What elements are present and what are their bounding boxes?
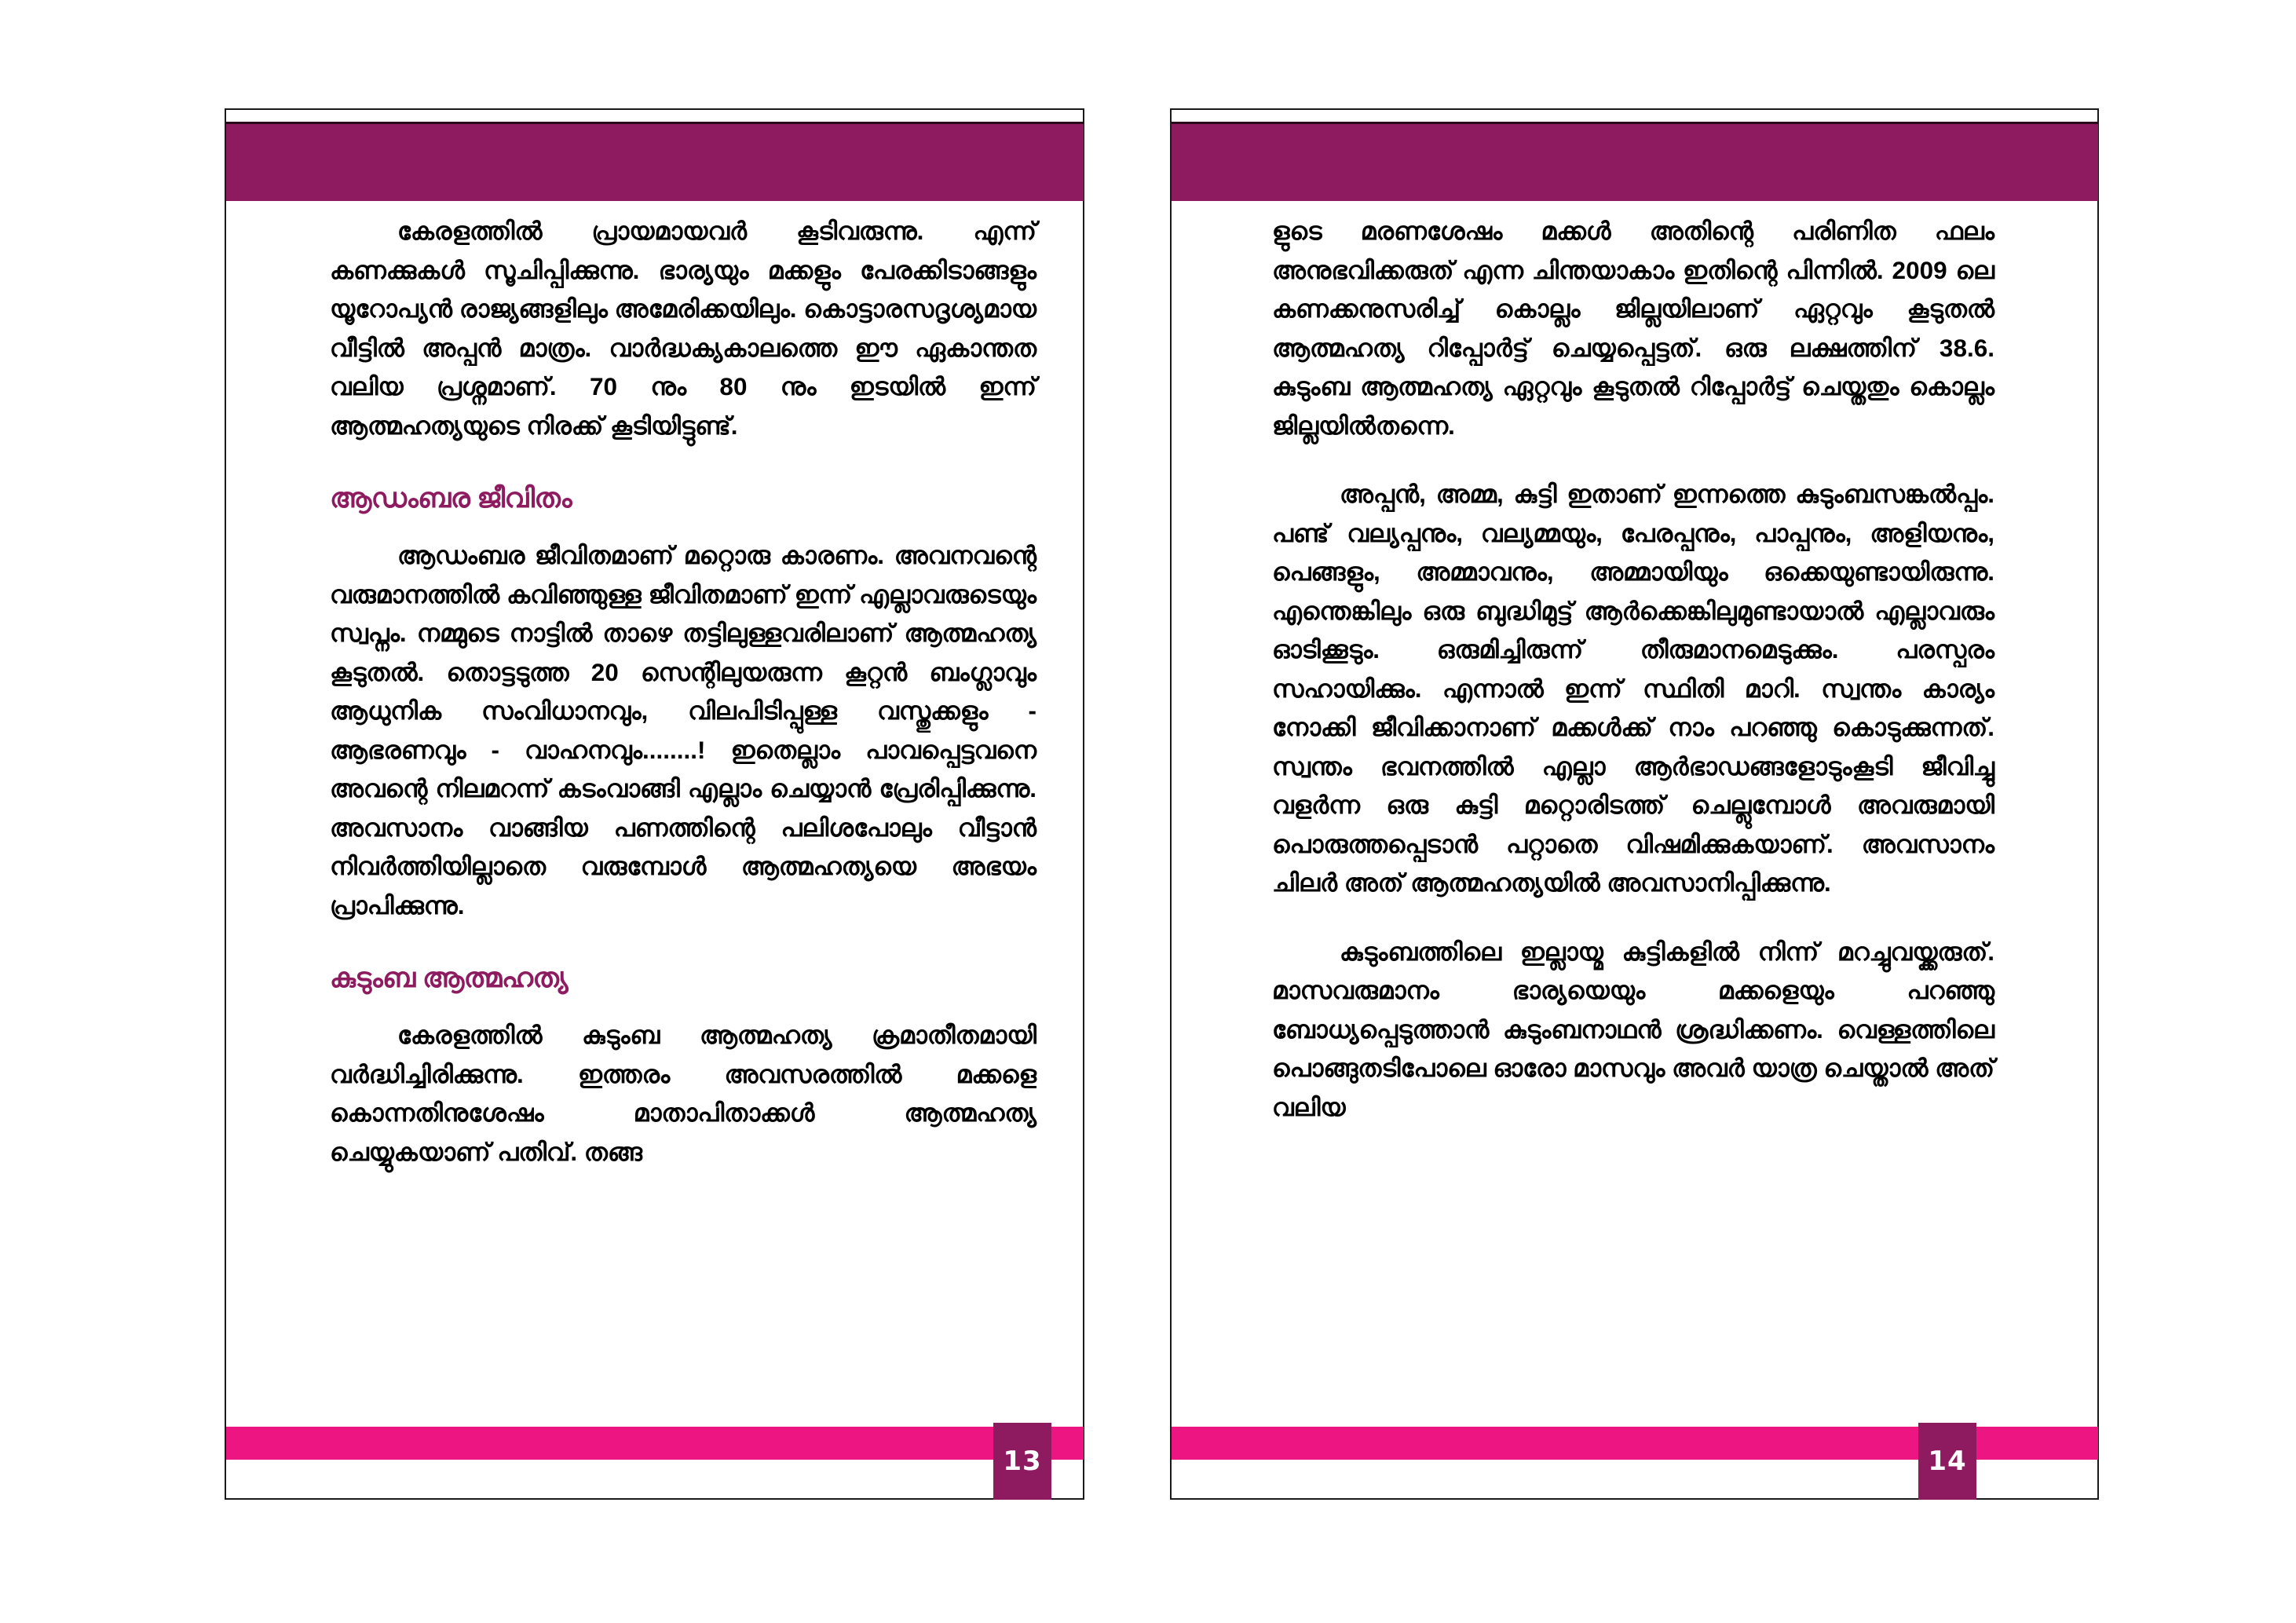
paragraph-nuclear-family: അപ്പൻ, അമ്മ, കുട്ടി ഇതാണ് ഇന്നത്തെ കുടുംബസങ്കൽപ്പം. പണ്ട് വല്യപ്പനും, വല്യമ്മയും, പേരപ്പനും, പാപ്പനും, അളിയനും, പെങ്ങളും, അമ്മാവനും, അമ്മായിയും ഒക്കെയുണ്ടായിരുന്നു. എന്തെങ്കിലും ഒരു ബുദ്ധിമുട്ട് ആർക്കെങ്കിലുമുണ്ടായാൽ എല്ലാവരും ഓടിക്കൂടും. ഒരുമിച്ചിരുന്ന് തീരുമാനമെടുക്കും. പരസ്പരം സഹായിക്കും. എന്നാൽ ഇന്ന് സ്ഥിതി മാറി. സ്വന്തം കാര്യം നോക്കി ജീവിക്കാനാണ് മക്കൾക്ക് നാം പറഞ്ഞു കൊടുക്കുന്നത്. സ്വന്തം ഭവനത്തിൽ എല്ലാ ആർഭാഡങ്ങളോടുംകൂടി ജീവിച്ചു വളർന്ന ഒരു കുട്ടി മറ്റൊരിടത്ത് ചെല്ലുമ്പോൾ അവരുമായി പൊരുത്തപ്പെടാൻ പറ്റാതെ വിഷമിക്കുകയാണ്. അവസാനം ചിലർ അത് ആത്മഹത്യയിൽ അവസാനിപ്പിക്കുന്നു. — [1272, 480, 1994, 897]
heading-luxury-life: ആഡംബര ജീവിതം — [330, 483, 572, 514]
header-band-left — [226, 122, 1084, 201]
text-column-left — [330, 212, 1036, 1172]
paragraph-elderly-loneliness: കേരളത്തിൽ പ്രായമായവർ കൂടിവരുന്നു. എന്ന് കണക്കുകൾ സൂചിപ്പിക്കുന്നു. ഭാര്യയും മക്കളും പേരക്കിടാങ്ങളും യൂറോപ്യൻ രാജ്യങ്ങളിലും അമേരിക്കയിലും. കൊട്ടാരസദൃശ്യമായ വീട്ടിൽ അപ്പൻ മാത്രം. വാർദ്ധക്യകാലത്തെ ഈ ഏകാന്തത വലിയ പ്രശ്നമാണ്. 70 നും 80 നും ഇടയിൽ ഇന്ന് ആത്മഹത്യയുടെ നിരക്ക് കൂടിയിട്ടുണ്ട്. — [330, 217, 1036, 440]
page-number-right: 14 — [1918, 1423, 1976, 1500]
header-band-right — [1172, 122, 2098, 201]
paragraph-statistics-kollam: ളുടെ മരണശേഷം മക്കൾ അതിന്റെ പരിണിത ഫലം അനുഭവിക്കരുത് എന്ന ചിന്തയാകാം ഇതിന്റെ പിന്നിൽ. 2009 ലെ കണക്കനുസരിച്ച് കൊല്ലം ജില്ലയിലാണ് ഏറ്റവും കൂടുതൽ ആത്മഹത്യ റിപ്പോർട്ട് ചെയ്യപ്പെട്ടത്. ഒരു ലക്ഷത്തിന് 38.6. കുടുംബ ആത്മഹത്യ ഏറ്റവും കൂടുതൽ റിപ്പോർട്ട് ചെയ്തതും കൊല്ലം ജില്ലയിൽതന്നെ. — [1272, 217, 1994, 440]
text-column-right — [1272, 212, 1994, 1127]
paragraph-luxury-life: ആഡംബര ജീവിതമാണ് മറ്റൊരു കാരണം. അവനവന്റെ വരുമാനത്തിൽ കവിഞ്ഞുള്ള ജീവിതമാണ് ഇന്ന് എല്ലാവരുടെയും സ്വപ്നം. നമ്മുടെ നാട്ടിൽ താഴെ തട്ടിലുള്ളവരിലാണ് ആത്മഹത്യ കൂടുതൽ. തൊട്ടടുത്ത 20 സെന്റിലുയരുന്ന കൂറ്റൻ ബംഗ്ലാവും ആധുനിക സംവിധാനവും, വിലപിടിപ്പുള്ള വസ്തുക്കളും - ആഭരണവും - വാഹനവും........! ഇതെല്ലാം പാവപ്പെട്ടവനെ അവന്റെ നിലമറന്ന് കടംവാങ്ങി എല്ലാം ചെയ്യാൻ പ്രേരിപ്പിക്കുന്നു. അവസാനം വാങ്ങിയ പണത്തിന്റെ പലിശപോലും വീട്ടാൻ നിവർത്തിയില്ലാതെ വരുമ്പോൾ ആത്മഹത്യയെ അഭയം പ്രാപിക്കുന്നു. — [330, 541, 1036, 919]
page-number-left: 13 — [993, 1423, 1051, 1500]
paragraph-family-transparency: കുടുംബത്തിലെ ഇല്ലായ്മ കുട്ടികളിൽ നിന്ന് മറച്ചുവയ്ക്കരുത്. മാസവരുമാനം ഭാര്യയെയും മക്കളെയും പറഞ്ഞു ബോധ്യപ്പെടുത്താൻ കുടുംബനാഥൻ ശ്രദ്ധിക്കണം. വെള്ളത്തിലെ പൊങ്ങുതടിപോലെ ഓരോ മാസവും അവർ യാത്ര ചെയ്താൽ അത് വലിയ — [1272, 937, 1994, 1121]
footer-band-left — [226, 1427, 1084, 1460]
paragraph-family-suicide: കേരളത്തിൽ കുടുംബ ആത്മഹത്യ ക്രമാതീതമായി വർദ്ധിച്ചിരിക്കുന്നു. ഇത്തരം അവസരത്തിൽ മക്കളെ കൊന്നതിനുശേഷം മാതാപിതാക്കൾ ആത്മഹത്യ ചെയ്യുകയാണ് പതിവ്. തങ്ങ — [330, 1021, 1036, 1166]
heading-family-suicide: കുടുംബ ആത്മഹത്യ — [330, 963, 569, 993]
